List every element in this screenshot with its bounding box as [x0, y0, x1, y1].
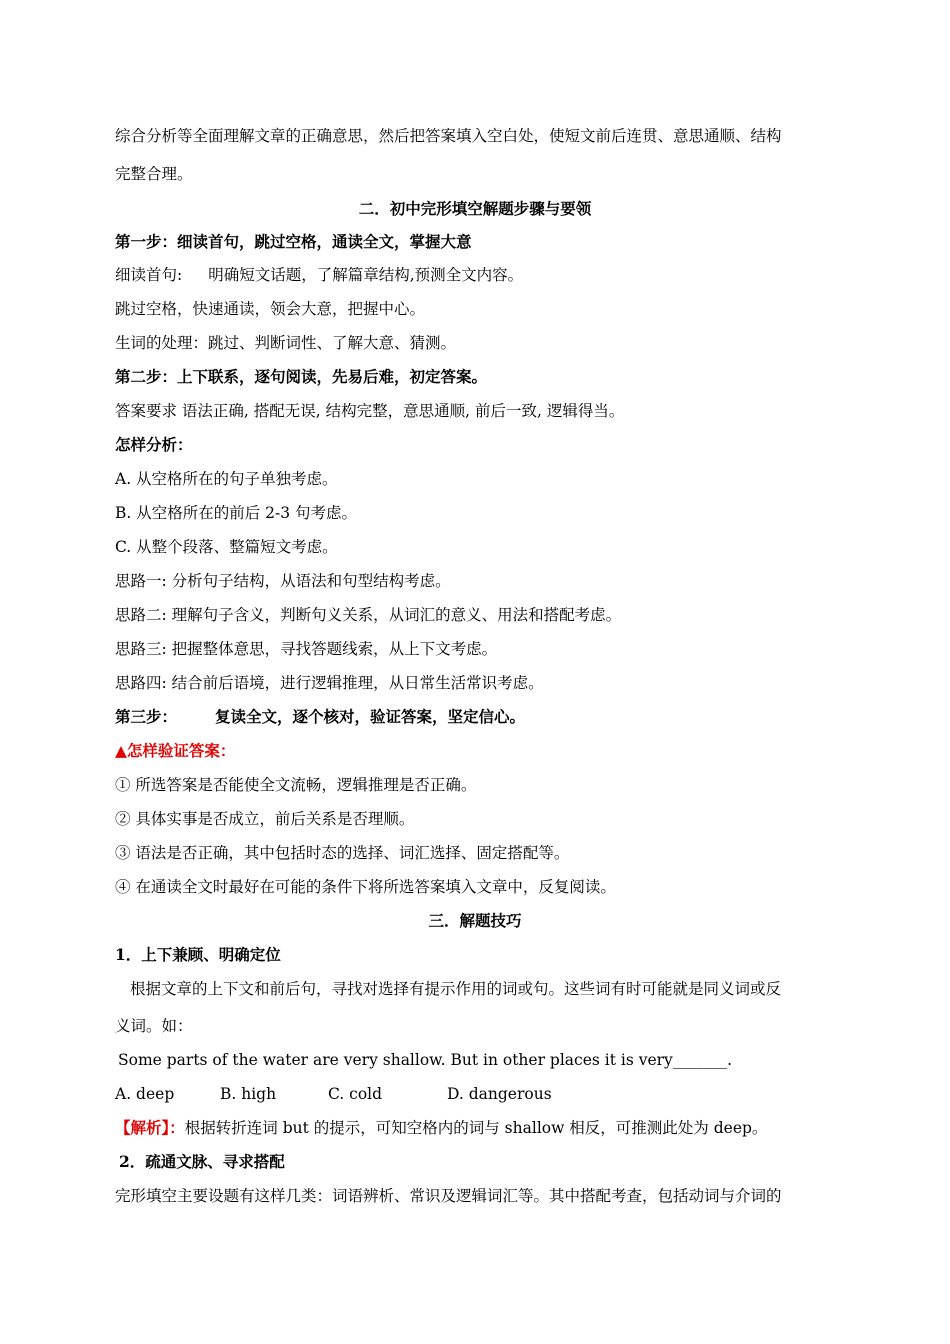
- thought-line: 思路一: 分析句子结构，从语法和句型结构考虑。: [115, 572, 451, 590]
- example-sentence: Some parts of the water are very shallow. But in other places it is very_______.: [118, 1051, 732, 1069]
- verify-item: ④ 在通读全文时最好在可能的条件下将所选答案填入文章中，反复阅读。: [115, 878, 616, 896]
- tip-1-heading: 1．上下兼顾、明确定位: [115, 945, 281, 964]
- step-1-item: 生词的处理：跳过、判断词性、了解大意、猜测。: [115, 334, 457, 352]
- paragraph-line: 完形填空主要设题有这样几类：词语辨析、常识及逻辑词汇等。其中搭配考查，包括动词与介词的: [115, 1187, 782, 1205]
- verify-item: ① 所选答案是否能使全文流畅，逻辑推理是否正确。: [115, 776, 477, 794]
- item-text: 明确短文话题，了解篇章结构,预测全文内容。: [208, 266, 524, 284]
- step-2-heading: 第二步：上下联系，逐句阅读，先易后难，初定答案。: [115, 367, 488, 386]
- step-1-item: [115, 264, 835, 286]
- thought-line: 思路四: 结合前后语境，进行逻辑推理，从日常生活常识考虑。: [115, 674, 544, 692]
- step-1-heading: 第一步：细读首句，跳过空格，通读全文，掌握大意: [115, 232, 472, 251]
- option-line: B. 从空格所在的前后 2-3 句考虑。: [115, 504, 358, 522]
- section-heading-3: 三．解题技巧: [428, 911, 522, 930]
- step-1-item: 跳过空格，快速通读，领会大意，把握中心。: [115, 300, 426, 318]
- section-heading-2: 二．初中完形填空解题步骤与要领: [358, 199, 592, 218]
- analysis-label: 【解析】：: [115, 1118, 185, 1137]
- paragraph-line: 完整合理。: [115, 165, 193, 183]
- analysis-text: 根据转折连词 but 的提示，可知空格内的词与 shallow 相反，可推测此处为 deep。: [184, 1119, 768, 1137]
- choice-d: D. dangerous: [447, 1085, 552, 1103]
- paragraph-line: 根据文章的上下文和前后句，寻找对选择有提示作用的词或句。这些词有时可能就是同义词或反: [130, 980, 782, 998]
- step-3-label: 第三步：: [115, 707, 178, 726]
- paragraph-line: 综合分析等全面理解文章的正确意思，然后把答案填入空白处，使短文前后连贯、意思通顺、结构: [115, 127, 782, 145]
- verify-item: ② 具体实事是否成立，前后关系是否理顺。: [115, 810, 415, 828]
- verify-heading: ▲怎样验证答案：: [115, 741, 236, 760]
- analysis-heading: 怎样分析：: [115, 435, 193, 454]
- verify-item: ③ 语法是否正确，其中包括时态的选择、词汇选择、固定搭配等。: [115, 844, 570, 862]
- thought-line: 思路三: 把握整体意思，寻找答题线索，从上下文考虑。: [115, 640, 498, 658]
- option-line: C. 从整个段落、整篇短文考虑。: [115, 538, 338, 556]
- option-line: A. 从空格所在的句子单独考虑。: [115, 470, 338, 488]
- thought-line: 思路二: 理解句子含义，判断句义关系，从词汇的意义、用法和搭配考虑。: [115, 606, 622, 624]
- item-label: 细读首句:: [115, 266, 183, 284]
- tip-2-heading: 2．疏通文脉、寻求搭配: [119, 1152, 285, 1171]
- choice-b: B. high: [220, 1085, 277, 1103]
- step-3-heading: [115, 706, 835, 728]
- analysis-line: [115, 1117, 835, 1139]
- step-2-item: 答案要求 语法正确, 搭配无误, 结构完整，意思通顺, 前后一致, 逻辑得当。: [115, 402, 625, 420]
- step-3-text: 复读全文，逐个核对，验证答案，坚定信心。: [215, 707, 526, 726]
- choice-c: C. cold: [328, 1085, 383, 1103]
- choice-a: A. deep: [115, 1085, 175, 1103]
- paragraph-line: 义词。如：: [115, 1017, 193, 1035]
